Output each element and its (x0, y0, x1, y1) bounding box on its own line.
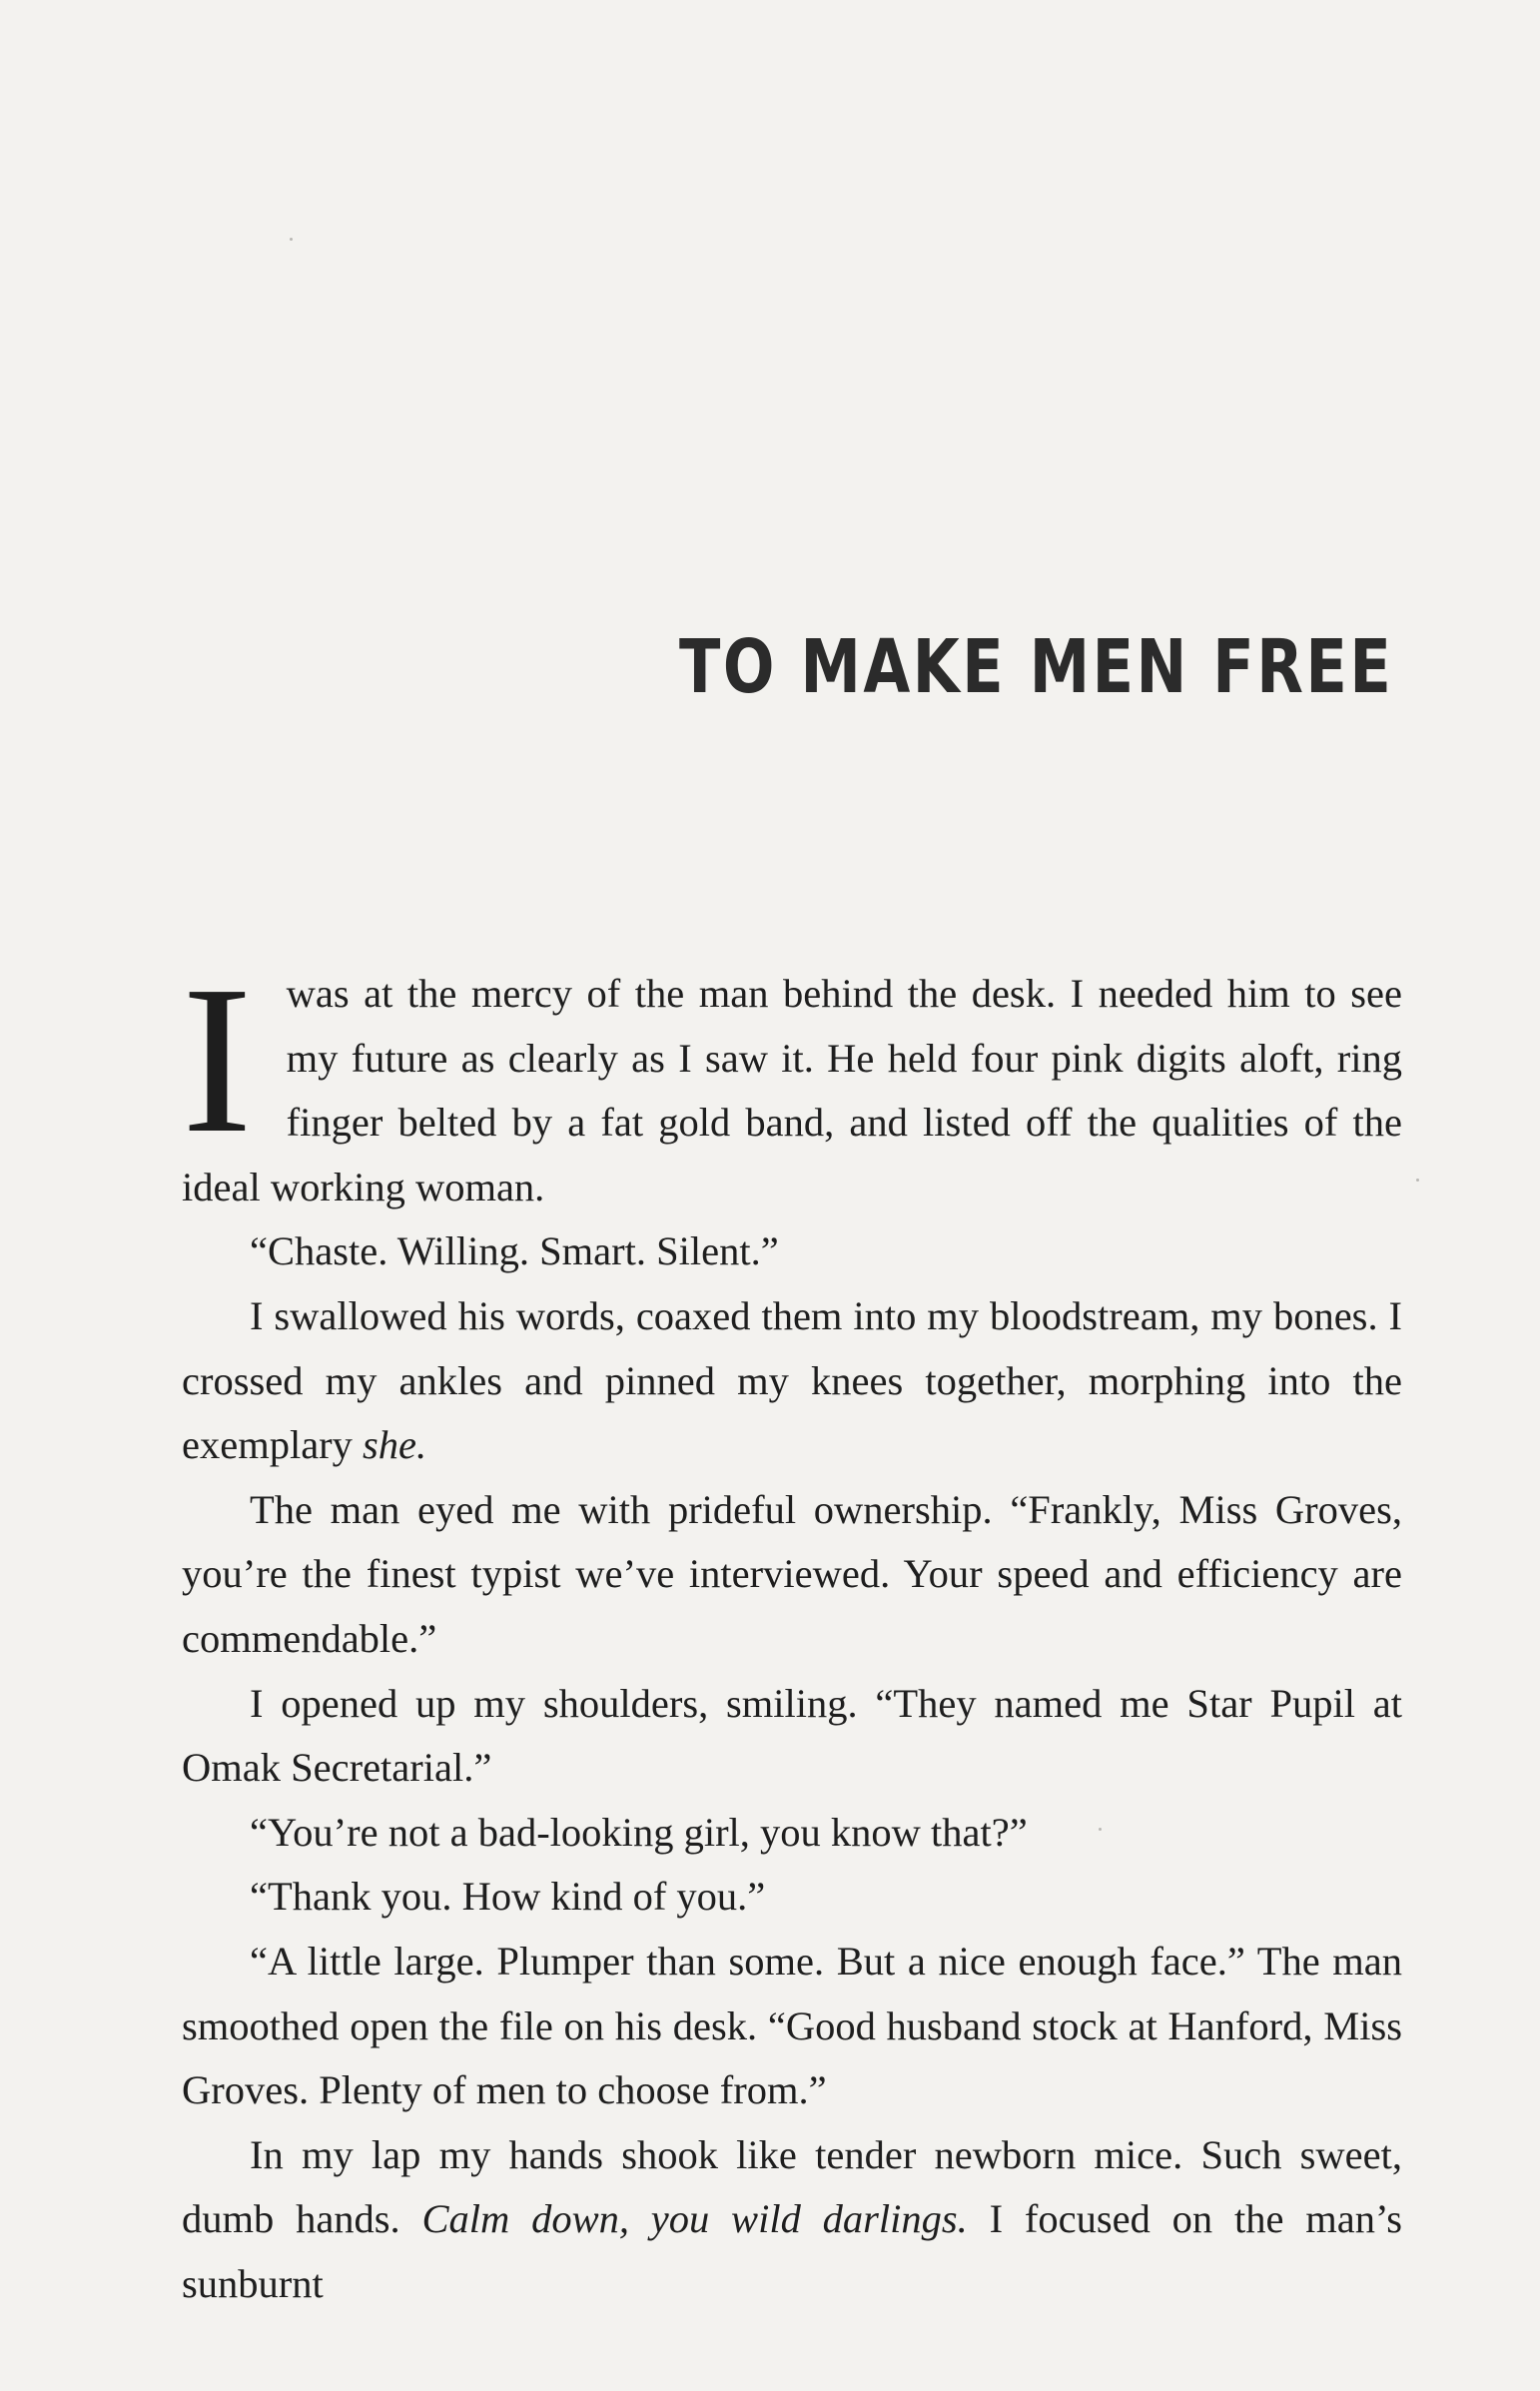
paragraph-2: “Chaste. Willing. Smart. Silent.” (250, 1228, 779, 1274)
paragraph-1-text: was at the mercy of the man behind the desk. I needed him to see my future as clearly as I saw it. He held four pink digits aloft, ring finger belted by a fat gold band, and listed off the qualities of the ideal working woman. (182, 971, 1402, 1209)
paper-speck (1416, 1179, 1419, 1182)
paragraph-1 (182, 942, 1402, 1219)
paragraph-9-emphasis: Calm down, you wild darlings. (421, 2196, 968, 2242)
paragraph-3-text: I swallowed his words, coaxed them into my bloodstream, my bones. I crossed my ankles and pinned my knees together, morphing into the exemplary (182, 1292, 1402, 1468)
paragraph-9-text-after: I focused on the man’s sunburnt (182, 2196, 1403, 2306)
drop-cap: I (182, 942, 253, 1177)
paper-speck (290, 238, 293, 241)
chapter-body (182, 942, 1403, 2316)
paragraph-9 (182, 2123, 1402, 2317)
paragraph-5: I opened up my shoulders, smiling. “They named me Star Pupil at Omak Secretarial.” (182, 1680, 1402, 1791)
paragraph-6: “You’re not a bad-looking girl, you know that?” (250, 1809, 1028, 1855)
paragraph-7: “Thank you. How kind of you.” (250, 1874, 766, 1920)
paragraph-3-emphasis: she. (363, 1422, 427, 1468)
paragraph-9-text-before: In my lap my hands shook like tender newborn mice. Such sweet, dumb hands. (182, 2131, 1402, 2242)
paragraph-3 (182, 1284, 1402, 1478)
paragraph-8: “A little large. Plumper than some. But a nice enough face.” The man smoothed open the file on his desk. “Good husband stock at Hanford, Miss Groves. Plenty of men to choose from.” (182, 1938, 1402, 2113)
chapter-title: TO MAKE MEN FREE (679, 624, 1394, 710)
paragraph-4: The man eyed me with prideful ownership. “Frankly, Miss Groves, you’re the finest typist we’ve interviewed. Your speed and efficiency are commendable.” (182, 1486, 1402, 1661)
